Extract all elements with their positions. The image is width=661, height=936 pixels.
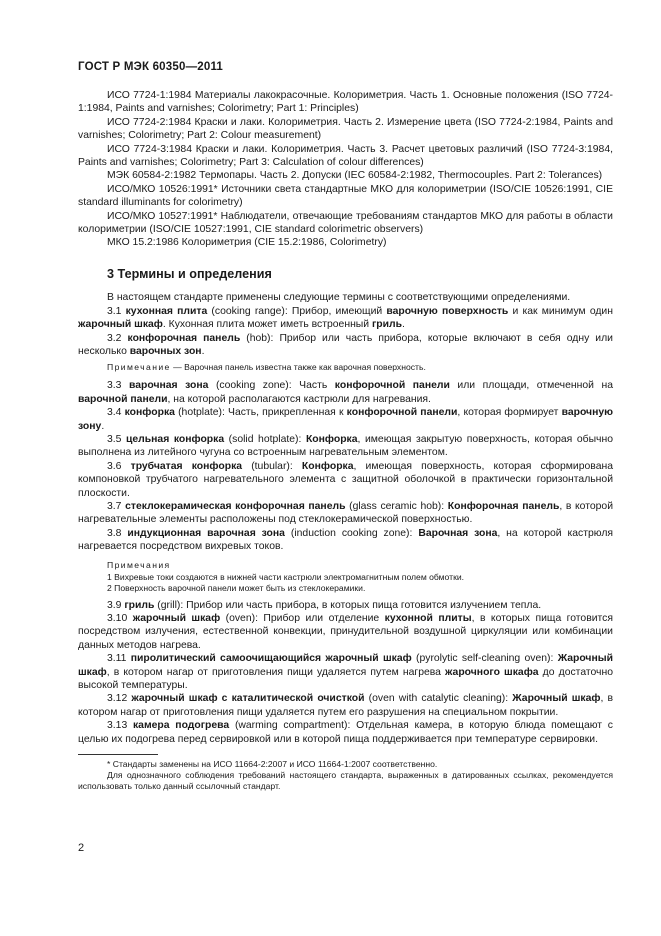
term-3-10: 3.10 жарочный шкаф (oven): Прибор или отделение кухонной плиты, в которых пища готовится посредством излучения, естественной конвекции, принудительной воздушной циркуляции или комбинации данных методов нагрева. (78, 613, 613, 651)
term-3-11: 3.11 пиролитический самоочищающийся жарочный шкаф (pyrolytic self-cleaning oven): Жарочный шкаф, в котором нагар от приготовления пищи удаляется путем нагрева жарочного шкафа до достаточно высокой температуры. (78, 653, 614, 692)
term-3-2: 3.2 конфорочная панель (hob): Прибор или часть прибора, которые включают в себя одну или несколько варочных зон. (78, 332, 613, 357)
section-title: 3 Термины и определения (107, 266, 272, 281)
footnote-divider (78, 754, 158, 755)
term-3-4: 3.4 конфорка (hotplate): Часть, прикрепленная к конфорочной панели, которая формирует варочную зону. (78, 407, 614, 432)
ref-item: МЭК 60584-2:1982 Термопары. Часть 2. Допуски (IEC 60584-2:1982, Thermocouples. Part 2: Tolerances) (107, 170, 603, 182)
term-3-6: 3.6 трубчатая конфорка (tubular): Конфорка, имеющая поверхность, которая сформирована компоновкой трубчатого нагревательного элемента с защитной оболочкой в практически горизонтальной плоскости. (78, 460, 613, 499)
ref-item: ИСО 7724-3:1984 Краски и лаки. Колориметрия. Часть 3. Расчет цветовых различий (ISO 7724-3:1984, Paints and varnishes; Colorimetry; Part 3: Calculation of colour differences) (78, 143, 613, 169)
ref-item: ИСО/МКО 10526:1991* Источники света стандартные МКО для колориметрии (ISO/CIE 10526:1991, CIE standard illuminants for colorimetry) (78, 183, 613, 209)
ref-item: ИСО 7724-1:1984 Материалы лакокрасочные. Колориметрия. Часть 1. Основные положения (ISO 7724-1:1984, Paints and varnishes; Colorimetry; Part 1: Principles) (78, 90, 613, 115)
page-header: ГОСТ Р МЭК 60350—2011 (78, 61, 224, 73)
term-3-5: 3.5 цельная конфорка (solid hotplate): Конфорка, имеющая закрытую поверхность, которая обычно выполнена из литейного чугуна со встроенным нагревательным элементом. (78, 433, 613, 459)
page-number: 2 (78, 842, 85, 854)
term-3-12: 3.12 жарочный шкаф с каталитической очисткой (oven with catalytic cleaning): Жарочный шкаф, в котором нагар от приготовления пищи удаляется путем его разрушения на специальном покрытии. (78, 693, 614, 718)
footnote: * Стандарты заменены на ИСО 11664-2:2007 и ИСО 11664-1:2007 соответственно. (107, 759, 438, 770)
page-content (78, 89, 613, 792)
term-3-7: 3.7 стеклокерамическая конфорочная панель (glass ceramic hob): Конфорочная панель, в которой нагревательные элементы расположены под стеклокерамической поверхностью. (78, 500, 613, 526)
term-3-9: 3.9 гриль (grill): Прибор или часть прибора, в которых пища готовится излучением тепла. (107, 599, 542, 611)
note-item: 1 Вихревые токи создаются в нижней части кастрюли электромагнитным полем обмотки. (107, 571, 465, 582)
term-3-3: 3.3 варочная зона (cooking zone): Часть конфорочной панели или площади, отмеченной на варочной панели, на которой располагаются кастрюли для нагревания. (78, 380, 613, 405)
note: Примечание — Варочная панель известна также как варочная поверхность. (107, 362, 426, 373)
notes-title: Примечания (107, 559, 171, 570)
section-intro: В настоящем стандарте применены следующие термины с соответствующими определениями. (107, 292, 571, 304)
note-item: 2 Поверхность варочной панели может быть из стеклокерамики. (107, 582, 366, 593)
footnote-note: Для однозначного соблюдения требований настоящего стандарта, выраженных в датированных ссылках, рекомендуется использовать только данный ссылочный стандарт. (78, 770, 613, 792)
ref-item: МКО 15.2:1986 Колориметрия (CIE 15.2:1986, Colorimetry) (107, 237, 387, 249)
ref-item: ИСО/МКО 10527:1991* Наблюдатели, отвечающие требованиям стандартов МКО для работы в области колориметрии (ISO/CIE 10527:1991, CIE standard colorimetric observers) (78, 210, 613, 236)
term-3-8: 3.8 индукционная варочная зона (induction cooking zone): Варочная зона, на которой кастрюля нагревается посредством вихревых токов. (78, 527, 614, 553)
term-3-13: 3.13 камера подогрева (warming compartment): Отдельная камера, в которую блюда помещают с целью их подогрева перед сервировкой или в которой пища поддерживается при температуре сервировки. (78, 720, 613, 745)
term-3-1: 3.1 кухонная плита (cooking range): Прибор, имеющий варочную поверхность и как минимум один жарочный шкаф. Кухонная плита может иметь встроенный гриль. (78, 305, 613, 331)
ref-item: ИСО 7724-2:1984 Краски и лаки. Колориметрия. Часть 2. Измерение цвета (ISO 7724-2:1984, Paints and varnishes; Colorimetry; Part 2: Colour measurement) (78, 116, 613, 142)
